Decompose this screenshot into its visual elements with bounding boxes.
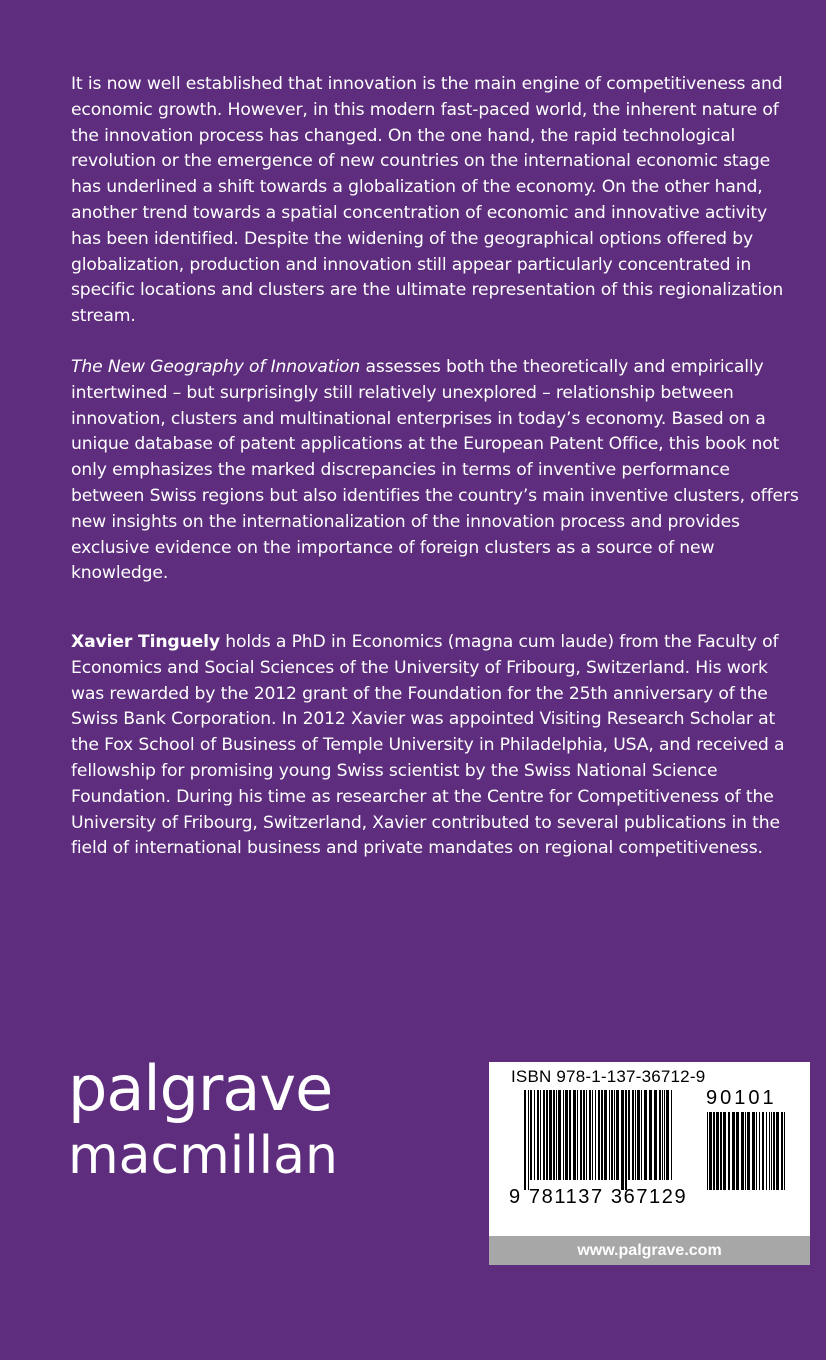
barcode-bar (580, 1090, 582, 1180)
barcode-bar (720, 1112, 722, 1190)
barcode-bar (589, 1090, 591, 1180)
barcode-bar (573, 1090, 576, 1180)
barcode-bar (604, 1090, 607, 1180)
barcode-bar (644, 1090, 647, 1180)
barcode-bar (601, 1090, 603, 1180)
barcode-bar (771, 1112, 772, 1190)
barcode-bar (637, 1090, 640, 1180)
barcode-bar (716, 1112, 719, 1190)
isbn-label: ISBN 978-1-137-36712-9 (511, 1067, 706, 1086)
barcode-bar (534, 1090, 535, 1180)
barcode-bar (659, 1090, 661, 1180)
barcode-bar (723, 1112, 726, 1190)
publisher-logo-palgrave: palgrave (68, 1052, 333, 1125)
barcode-bar (546, 1090, 548, 1180)
barcode-bar (565, 1090, 568, 1180)
barcode-bar (762, 1112, 764, 1190)
barcode-box (489, 1062, 810, 1265)
barcode-bar (530, 1090, 532, 1180)
barcode-bar (632, 1090, 634, 1180)
barcode-bar (595, 1090, 596, 1180)
isbn-barcode (524, 1090, 676, 1190)
author-bio-text: holds a PhD in Economics (magna cum laude) from the Faculty of Economics and Social Sciences of the University of Fribourg, Switzerland. His work was rewarded by the 2012 grant of the Foundation for the 25th anniversary of the Swiss Bank Corporation. In 2012 Xavier was appointed Visiting Research Scholar at the Fox School of Business of Temple University in Philadelphia, USA, and received a fellowship for promising young Swiss scientist by the Swiss National Science Foundation. During his time as researcher at the Centre for Competitiveness of the University of Fribourg, Switzerland, Xavier contributed to several publications in the field of international business and private mandates on regional competitiveness. (71, 632, 785, 859)
barcode-bar (662, 1090, 663, 1180)
barcode-bar (628, 1090, 630, 1180)
barcode-bar (666, 1090, 669, 1180)
barcode-bar (654, 1090, 657, 1180)
website-strip: www.palgrave.com (489, 1236, 810, 1265)
barcode-bar (671, 1090, 672, 1180)
barcode-bar (766, 1112, 767, 1190)
barcode-bar (556, 1090, 557, 1180)
barcode-bar (728, 1112, 730, 1190)
barcode-bar (707, 1112, 708, 1190)
price-barcode (707, 1112, 787, 1190)
barcode-bar (747, 1112, 750, 1190)
barcode-bar (569, 1090, 571, 1180)
barcode-digits: 9 781137 367129 (509, 1186, 688, 1208)
barcode-bar (635, 1090, 636, 1180)
barcode-bar (528, 1090, 529, 1190)
barcode-bar (756, 1112, 757, 1190)
barcode-bar (621, 1090, 624, 1190)
barcode-bar (553, 1090, 555, 1180)
barcode-bar (592, 1090, 593, 1180)
blurb-paragraph-1: It is now well established that innovation is the main engine of competitiveness and economic growth. However, in this modern fast-paced world, the inherent nature of the innovation process has changed. On the one hand, the rapid technological revolution or the emergence of new countries on the international economic stage has underlined a shift towards a globalization of the economy. On the other hand, another trend towards a spatial concentration of economic and innovative activity has been identified. Despite the widening of the geographical options offered by globalization, production and innovation still appear particularly concentrated in specific locations and clusters are the ultimate representation of this regionalization stream. (71, 74, 784, 327)
barcode-bar (781, 1112, 783, 1190)
barcode-bar (769, 1112, 770, 1190)
barcode-bar (732, 1112, 735, 1190)
barcode-bar (713, 1112, 715, 1190)
barcode-bar (776, 1112, 779, 1190)
barcode-bar (540, 1090, 541, 1180)
publisher-logo-macmillan: macmillan (68, 1126, 338, 1186)
blurb-paragraph-2 (71, 355, 801, 587)
barcode-bar (598, 1090, 600, 1180)
barcode-bar (745, 1112, 746, 1190)
barcode-bar (563, 1090, 564, 1180)
barcode-bar (549, 1090, 552, 1180)
price-code: 90101 (706, 1087, 777, 1109)
barcode-bar (709, 1112, 712, 1190)
barcode-bar (784, 1112, 785, 1190)
barcode-bar (558, 1090, 561, 1180)
book-title: The New Geography of Innovation (71, 357, 361, 377)
barcode-bar (625, 1090, 627, 1190)
author-name: Xavier Tinguely (71, 632, 220, 652)
barcode-bar (583, 1090, 585, 1180)
barcode-bar (649, 1090, 652, 1180)
barcode-bar (577, 1090, 578, 1180)
barcode-bar (614, 1090, 615, 1180)
barcode-bar (759, 1112, 760, 1190)
barcode-bar (741, 1112, 744, 1190)
barcode-bar (616, 1090, 619, 1180)
barcode-bar (641, 1090, 642, 1180)
barcode-bar (543, 1090, 545, 1180)
barcode-bar (664, 1090, 665, 1180)
barcode-bar (609, 1090, 610, 1180)
barcode-bar (611, 1090, 613, 1180)
barcode-bar (537, 1090, 539, 1180)
barcode-bar (736, 1112, 739, 1190)
author-bio (71, 630, 801, 862)
barcode-bar (524, 1090, 526, 1190)
barcode-bar (752, 1112, 755, 1190)
barcode-bar (586, 1090, 587, 1180)
blurb-paragraph-2-text: assesses both the theoretically and empirically intertwined – but surprisingly still relatively unexplored – relationship between innovation, clusters and multinational enterprises in today’s economy. Based on a unique database of patent applications at the European Patent Office, this book not only emphasizes the marked discrepancies in terms of inventive performance between Swiss regions but also identifies the country’s main inventive clusters, offers new insights on the internationalization of the innovation process and provides exclusive evidence on the importance of foreign clusters as a source of new knowledge. (71, 357, 799, 584)
barcode-bar (773, 1112, 775, 1190)
